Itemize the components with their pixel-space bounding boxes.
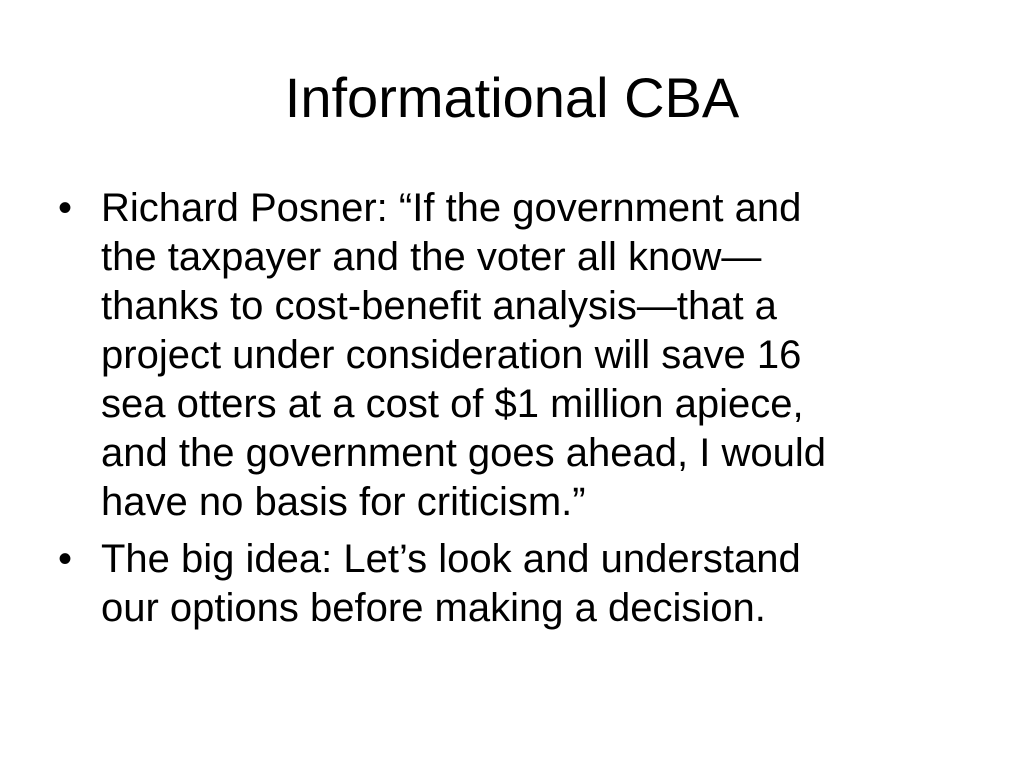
bullet-icon: • — [58, 537, 73, 581]
bullet-text: The big idea: Let’s look and understand our options before making a decision. — [101, 537, 801, 630]
bullet-icon: • — [58, 186, 73, 230]
bullet-item-posner-quote — [58, 184, 958, 527]
bullet-text: Richard Posner: “If the government and the taxpayer and the voter all know— thanks to cost-benefit analysis—that a project under consideration will save 16 sea otters at a cost of $1 million apiece, and the government goes ahead, I would have no basis for criticism.” — [101, 186, 826, 524]
bullet-item-big-idea — [58, 535, 958, 633]
bullet-list — [58, 184, 958, 641]
slide-title: Informational CBA — [284, 66, 740, 129]
